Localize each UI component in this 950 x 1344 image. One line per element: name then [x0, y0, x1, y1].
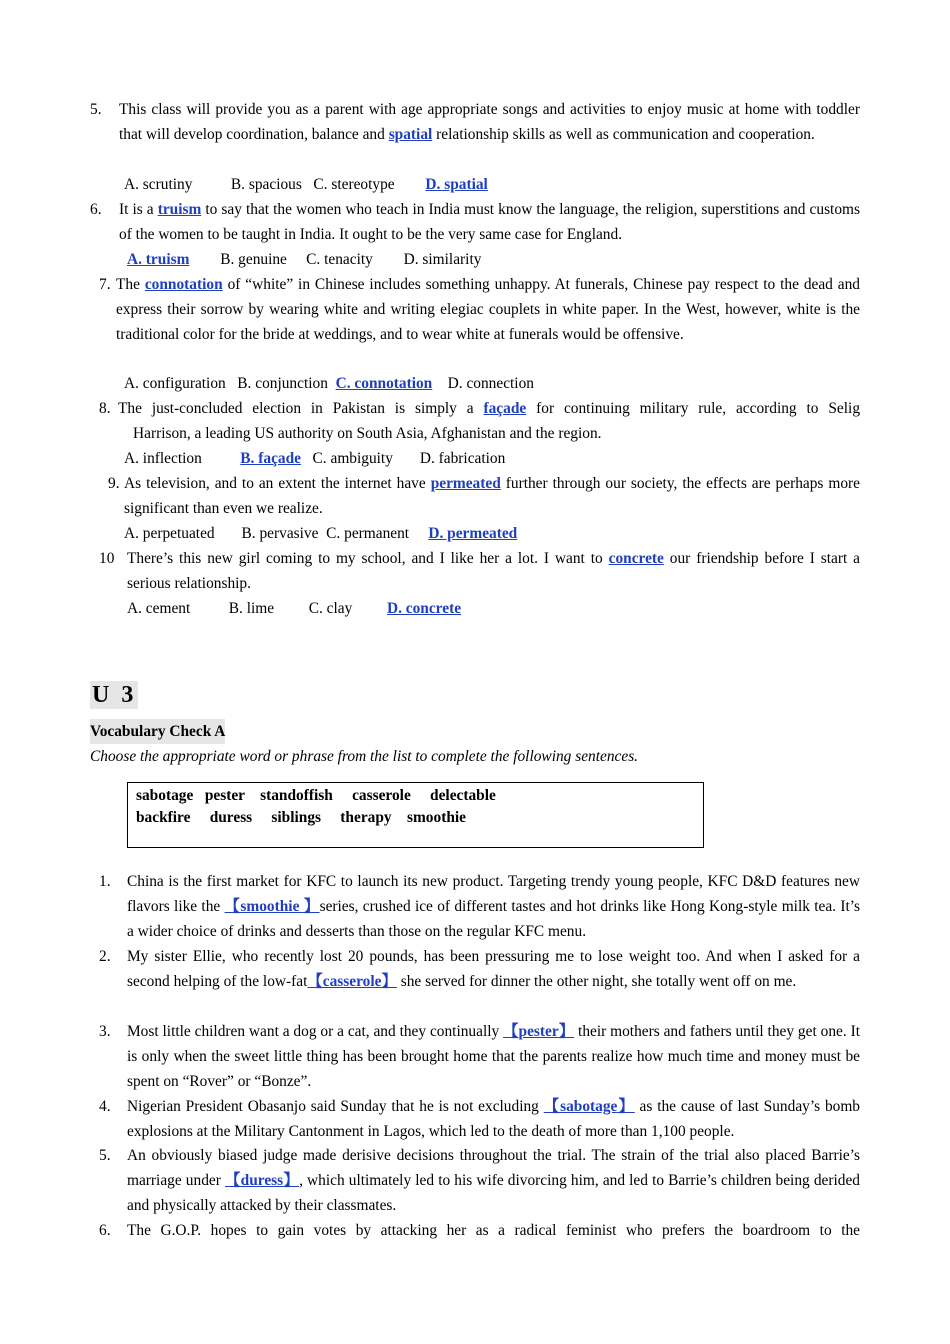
correct-option: C. connotation: [335, 375, 433, 392]
options-row: [124, 172, 488, 197]
sentence-text: The G.O.P. hopes to gain votes by attacking her as a radical feminist who prefers the boardroom to the: [127, 1222, 860, 1239]
word: siblings: [271, 809, 322, 826]
option: B. conjunction: [237, 375, 328, 392]
sentence-text: Most little children want a dog or a cat, and they continually 【pester】 their mothers and fathers until they get one. It is only when the sweet little thing has been brought home that the parents realize how much time and money must be spent on “Rover” or “Bonze”.: [127, 1023, 860, 1090]
option: B. genuine: [220, 251, 287, 268]
question-text: As television, and to an extent the internet have permeated further through our society, the effects are perhaps more significant than even we realize.: [124, 475, 860, 517]
word: smoothie: [407, 809, 466, 826]
option: C. ambiguity: [312, 450, 393, 467]
options-row: [124, 521, 517, 546]
option: C. stereotype: [313, 176, 395, 193]
word: backfire: [136, 809, 191, 826]
answer-word: façade: [483, 400, 527, 417]
option: C. permanent: [326, 525, 410, 542]
option: A. perpetuated: [124, 525, 215, 542]
answer-word: 【smoothie 】: [224, 898, 320, 915]
question-text: This class will provide you as a parent with age appropriate songs and activities to enjoy music at home with toddler that will develop coordination, balance and spatial relationship skills as well as communication and cooperation.: [119, 101, 860, 143]
sentence-text: My sister Ellie, who recently lost 20 pounds, has been pressuring me to lose weight too. And when I asked for a second helping of the low-fat【casserole】 she served for dinner the other night, she totally went off on me.: [127, 948, 860, 990]
answer-word: permeated: [430, 475, 501, 492]
question-text-line2: Harrison, a leading US authority on South Asia, Afghanistan and the region.: [133, 425, 602, 442]
option: C. clay: [308, 600, 353, 617]
option: B. spacious: [230, 176, 302, 193]
word-bank-row: [136, 807, 695, 829]
word: pester: [204, 787, 245, 804]
sentence-text: An obviously biased judge made derisive decisions throughout the trial. The strain of the trial also placed Barrie’s marriage under 【duress】, which ultimately led to his wife divorcing him, and led to Barrie’s children being derided and physically attacked by their classmates.: [127, 1147, 860, 1214]
question-text: It is a truism to say that the women who teach in India must know the language, the religion, superstitions and customs of the women to be taught in India. It ought to be the very same case for England.: [119, 201, 860, 243]
sentence-number: 2.: [99, 948, 111, 965]
answer-word: 【casserole】: [307, 973, 397, 990]
option: A. inflection: [124, 450, 202, 467]
sentence-number: 1.: [99, 873, 111, 890]
question-text: The connotation of “white” in Chinese includes something unhappy. At funerals, Chinese pay respect to the dead and express their sorrow by wearing white and writing elegiac couplets in white paper. In the West, however, white is the traditional color for the bride at weddings, and to wear white at funerals would be offensive.: [116, 276, 861, 343]
word: standoffish: [260, 787, 333, 804]
question-number: 5.: [90, 101, 102, 118]
word-bank: [127, 782, 704, 848]
options-row: [127, 596, 461, 621]
option: C. tenacity: [306, 251, 373, 268]
word: casserole: [352, 787, 411, 804]
option: D. similarity: [403, 251, 482, 268]
question-number: 9.: [108, 475, 120, 492]
option: A. scrutiny: [124, 176, 193, 193]
unit-heading: U 3: [92, 682, 137, 708]
option: A. configuration: [124, 375, 226, 392]
correct-option: A. truism: [127, 251, 190, 268]
question-text: The just-concluded election in Pakistan is simply a façade for continuing military rule, according to Selig: [118, 400, 860, 417]
option: D. fabrication: [419, 450, 506, 467]
sentence-number: 5.: [99, 1147, 111, 1164]
answer-word: 【sabotage】: [543, 1098, 635, 1115]
question-number: 6.: [90, 201, 102, 218]
word: duress: [209, 809, 253, 826]
answer-word: truism: [157, 201, 202, 218]
answer-word: spatial: [388, 126, 433, 143]
correct-option: D. concrete: [386, 600, 462, 617]
sentence-number: 6.: [99, 1222, 111, 1239]
question-number: 10: [99, 550, 115, 567]
section-title: Vocabulary Check A: [90, 719, 225, 744]
option: A. cement: [127, 600, 191, 617]
correct-option: D. spatial: [425, 176, 488, 193]
answer-word: concrete: [608, 550, 664, 567]
sentence-text: Nigerian President Obasanjo said Sunday that he is not excluding 【sabotage】 as the cause of last Sunday’s bomb explosions at the Military Cantonment in Lagos, which led to the death of more than 1,100 people.: [127, 1098, 860, 1140]
correct-option: B. façade: [240, 450, 301, 467]
options-row: [127, 247, 481, 272]
answer-word: connotation: [144, 276, 223, 293]
option: B. pervasive: [241, 525, 319, 542]
options-row: [124, 446, 505, 471]
word: sabotage: [136, 787, 194, 804]
correct-option: D. permeated: [428, 525, 518, 542]
word: therapy: [340, 809, 392, 826]
instructions: Choose the appropriate word or phrase from the list to complete the following sentences.: [90, 748, 639, 765]
option: D. connection: [447, 375, 534, 392]
sentence-number: 3.: [99, 1023, 111, 1040]
question-number: 8.: [99, 400, 111, 417]
word: delectable: [430, 787, 496, 804]
answer-word: 【duress】: [224, 1172, 300, 1189]
answer-word: 【pester】: [503, 1023, 575, 1040]
option: B. lime: [228, 600, 275, 617]
question-text: There’s this new girl coming to my school, and I like her a lot. I want to concrete our friendship before I start a serious relationship.: [127, 550, 860, 592]
options-row: [124, 371, 534, 396]
sentence-number: 4.: [99, 1098, 111, 1115]
sentence-text: China is the first market for KFC to launch its new product. Targeting trendy young people, KFC D&D features new flavors like the 【smoothie 】series, crushed ice of different tastes and hot drinks like Hong Kong-style milk tea. It’s a wider choice of drinks and desserts than those on the regular KFC menu.: [127, 873, 860, 940]
question-number: 7.: [99, 276, 111, 293]
word-bank-row: [136, 785, 695, 807]
